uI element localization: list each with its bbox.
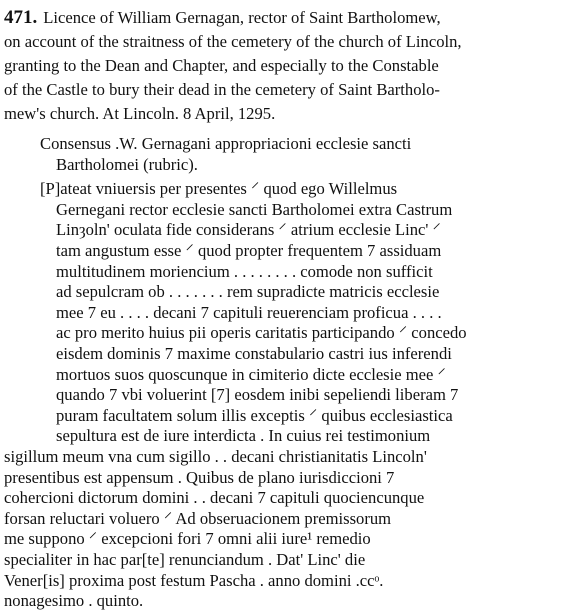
latin-line-6: ad sepulcram ob . . . . . . . rem supradicte matricis ecclesie: [56, 282, 440, 301]
latin-line-16: cohercioni dictorum domini . . decani 7 capituli quociencunque: [4, 488, 425, 507]
latin-line-20: Vener[is] proxima post festum Pascha . anno domini .ccᵒ.: [4, 571, 384, 590]
rubric-line-1: Consensus .W. Gernagani appropriacioni ecclesie sancti: [40, 134, 412, 153]
entry-summary-line-5: mew's church. At Lincoln. 8 April, 1295.: [4, 104, 276, 123]
entry-summary-line-2: on account of the straitness of the cemetery of the church of Lincoln,: [4, 32, 462, 51]
latin-line-21: nonagesimo . quinto.: [4, 591, 144, 610]
latin-line-4: tam angustum esse ⸍ quod propter frequentem 7 assiduam: [56, 241, 442, 260]
entry-summary-line-3: granting to the Dean and Chapter, and especially to the Constable: [4, 56, 439, 75]
latin-line-14: sigillum meum vna cum sigillo . . decani christianitatis Lincoln': [4, 447, 427, 466]
latin-line-15: presentibus est appensum . Quibus de plano iurisdiccioni 7: [4, 468, 395, 487]
entry-number: 471.: [4, 7, 38, 28]
latin-line-7: mee 7 eu . . . . decani 7 capituli reuerenciam proficua . . . .: [56, 303, 442, 322]
latin-line-9: eisdem dominis 7 maxime constabulario castri ius inferendi: [56, 344, 452, 363]
latin-line-3: Linȝoln' oculata fide considerans ⸍ atrium ecclesie Linc' ⸍: [56, 220, 441, 239]
latin-line-8: ac pro merito huius pii operis caritatis participando ⸍ concedo: [56, 323, 467, 342]
latin-line-18: me suppono ⸍ excepcioni fori 7 omni alii iure¹ remedio: [4, 529, 371, 548]
latin-line-10: mortuos suos quoscunque in cimiterio dicte ecclesie mee ⸍: [56, 365, 446, 384]
latin-line-19: specialiter in hac par[te] renunciandum . Dat' Linc' die: [4, 550, 366, 569]
summary-text-1: Licence of William Gernagan, rector of Saint Bartholomew,: [43, 8, 441, 27]
latin-line-13: sepultura est de iure interdicta . In cuius rei testimonium: [56, 426, 431, 445]
latin-line-1: [P]ateat vniuersis per presentes ⸍ quod ego Willelmus: [40, 179, 398, 198]
latin-line-11: quando 7 vbi voluerint [7] eosdem inibi sepeliendi liberam 7: [56, 385, 459, 404]
latin-line-5: multitudinem moriencium . . . . . . . . comode non sufficit: [56, 262, 433, 281]
rubric-line-2: Bartholomei (rubric).: [56, 155, 198, 174]
latin-line-17: forsan reluctari voluero ⸍ Ad obseruacionem premissorum: [4, 509, 392, 528]
entry-summary-line-1: [4, 8, 441, 28]
latin-line-12: puram facultatem solum illis exceptis ⸍ quibus ecclesiastica: [56, 406, 453, 425]
latin-line-2: Gernegani rector ecclesie sancti Bartholomei extra Castrum: [56, 200, 453, 219]
entry-summary-line-4: of the Castle to bury their dead in the cemetery of Saint Bartholo-: [4, 80, 440, 99]
